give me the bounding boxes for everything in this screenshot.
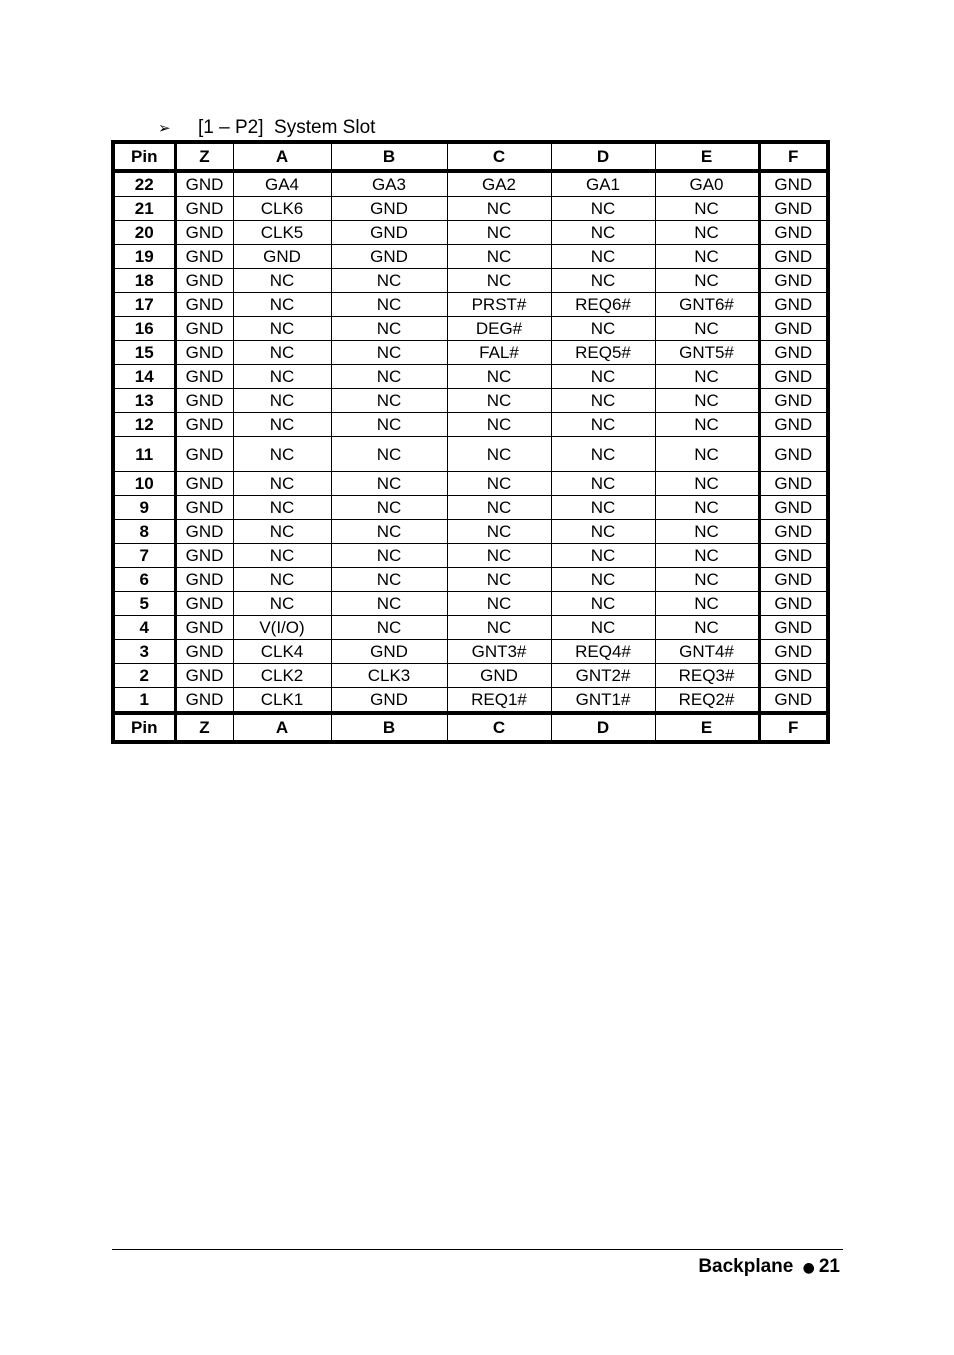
- signal-cell: NC: [447, 245, 551, 269]
- column-header: Z: [175, 713, 233, 742]
- table-row: [113, 221, 828, 245]
- signal-cell: NC: [655, 221, 759, 245]
- signal-cell: NC: [655, 472, 759, 496]
- signal-cell: NC: [551, 520, 655, 544]
- signal-cell: GND: [175, 544, 233, 568]
- pin-number-cell: 14: [113, 365, 175, 389]
- column-header: Z: [175, 142, 233, 171]
- signal-cell: GND: [175, 520, 233, 544]
- column-header: A: [233, 142, 331, 171]
- signal-cell: GND: [759, 245, 828, 269]
- signal-cell: GND: [175, 221, 233, 245]
- signal-cell: NC: [447, 496, 551, 520]
- bullet-separator-icon: ●: [802, 1260, 815, 1276]
- signal-cell: NC: [447, 472, 551, 496]
- signal-cell: GND: [175, 269, 233, 293]
- signal-cell: PRST#: [447, 293, 551, 317]
- signal-cell: NC: [233, 293, 331, 317]
- signal-cell: GND: [759, 341, 828, 365]
- table-row: [113, 688, 828, 714]
- signal-cell: GND: [759, 472, 828, 496]
- signal-cell: NC: [233, 413, 331, 437]
- signal-cell: GND: [759, 437, 828, 472]
- pin-number-cell: 12: [113, 413, 175, 437]
- column-header: C: [447, 142, 551, 171]
- pin-number-cell: 9: [113, 496, 175, 520]
- signal-cell: NC: [655, 616, 759, 640]
- signal-cell: NC: [331, 269, 447, 293]
- pin-number-cell: 3: [113, 640, 175, 664]
- signal-cell: NC: [551, 413, 655, 437]
- signal-cell: NC: [233, 437, 331, 472]
- footer-rule: [112, 1249, 843, 1250]
- table-row: [113, 437, 828, 472]
- signal-cell: REQ1#: [447, 688, 551, 714]
- signal-cell: GND: [175, 171, 233, 197]
- column-header: Pin: [113, 713, 175, 742]
- pin-number-cell: 2: [113, 664, 175, 688]
- section-title: [1 – P2] System Slot: [198, 117, 376, 138]
- signal-cell: GNT5#: [655, 341, 759, 365]
- signal-cell: NC: [233, 269, 331, 293]
- signal-cell: GND: [175, 616, 233, 640]
- signal-cell: GNT2#: [551, 664, 655, 688]
- signal-cell: NC: [331, 437, 447, 472]
- signal-cell: DEG#: [447, 317, 551, 341]
- signal-cell: REQ2#: [655, 688, 759, 714]
- signal-cell: GND: [175, 413, 233, 437]
- signal-cell: GND: [175, 245, 233, 269]
- signal-cell: NC: [233, 472, 331, 496]
- signal-cell: NC: [331, 389, 447, 413]
- pin-number-cell: 22: [113, 171, 175, 197]
- signal-cell: NC: [655, 389, 759, 413]
- pin-number-cell: 8: [113, 520, 175, 544]
- signal-cell: NC: [551, 389, 655, 413]
- signal-cell: NC: [551, 616, 655, 640]
- signal-cell: GND: [759, 389, 828, 413]
- signal-cell: CLK6: [233, 197, 331, 221]
- signal-cell: GND: [175, 341, 233, 365]
- footer-label: Backplane: [698, 1256, 794, 1277]
- pin-number-cell: 18: [113, 269, 175, 293]
- pin-number-cell: 6: [113, 568, 175, 592]
- signal-cell: NC: [447, 437, 551, 472]
- table-row: [113, 640, 828, 664]
- column-header: A: [233, 713, 331, 742]
- table-row: [113, 269, 828, 293]
- signal-cell: NC: [447, 520, 551, 544]
- signal-cell: NC: [331, 365, 447, 389]
- signal-cell: GND: [175, 317, 233, 341]
- column-header: D: [551, 142, 655, 171]
- signal-cell: GND: [759, 616, 828, 640]
- signal-cell: GND: [759, 197, 828, 221]
- pin-number-cell: 11: [113, 437, 175, 472]
- signal-cell: NC: [447, 197, 551, 221]
- signal-cell: NC: [551, 568, 655, 592]
- section-heading: [158, 116, 375, 140]
- signal-cell: NC: [233, 496, 331, 520]
- pin-number-cell: 19: [113, 245, 175, 269]
- signal-cell: GNT1#: [551, 688, 655, 714]
- signal-cell: NC: [655, 317, 759, 341]
- signal-cell: NC: [551, 544, 655, 568]
- signal-cell: GND: [175, 389, 233, 413]
- signal-cell: GND: [331, 221, 447, 245]
- signal-cell: GND: [759, 496, 828, 520]
- signal-cell: GND: [175, 365, 233, 389]
- header-row: [113, 713, 828, 742]
- signal-cell: GND: [175, 197, 233, 221]
- signal-cell: NC: [551, 437, 655, 472]
- signal-cell: NC: [655, 197, 759, 221]
- signal-cell: NC: [655, 592, 759, 616]
- table-row: [113, 413, 828, 437]
- signal-cell: NC: [233, 544, 331, 568]
- signal-cell: GND: [759, 365, 828, 389]
- signal-cell: NC: [551, 245, 655, 269]
- pin-number-cell: 1: [113, 688, 175, 714]
- signal-cell: NC: [655, 520, 759, 544]
- signal-cell: NC: [331, 568, 447, 592]
- signal-cell: GND: [331, 688, 447, 714]
- signal-cell: REQ6#: [551, 293, 655, 317]
- signal-cell: GND: [331, 197, 447, 221]
- signal-cell: GND: [759, 688, 828, 714]
- signal-cell: NC: [447, 592, 551, 616]
- signal-cell: NC: [655, 568, 759, 592]
- signal-cell: NC: [551, 317, 655, 341]
- pin-number-cell: 17: [113, 293, 175, 317]
- signal-cell: GND: [331, 640, 447, 664]
- signal-cell: NC: [655, 437, 759, 472]
- signal-cell: GNT4#: [655, 640, 759, 664]
- signal-cell: GND: [175, 293, 233, 317]
- signal-cell: GND: [759, 317, 828, 341]
- column-header: D: [551, 713, 655, 742]
- page-number: 21: [818, 1256, 840, 1277]
- signal-cell: GND: [759, 413, 828, 437]
- pin-assignment-table: [111, 140, 830, 744]
- table-row: [113, 317, 828, 341]
- pin-number-cell: 5: [113, 592, 175, 616]
- signal-cell: NC: [655, 245, 759, 269]
- column-header: Pin: [113, 142, 175, 171]
- signal-cell: NC: [233, 568, 331, 592]
- signal-cell: GND: [759, 520, 828, 544]
- signal-cell: GNT3#: [447, 640, 551, 664]
- signal-cell: CLK5: [233, 221, 331, 245]
- signal-cell: GA4: [233, 171, 331, 197]
- table-row: [113, 496, 828, 520]
- page-footer: [698, 1255, 840, 1280]
- signal-cell: GND: [175, 664, 233, 688]
- column-header: F: [759, 142, 828, 171]
- signal-cell: GA0: [655, 171, 759, 197]
- signal-cell: GNT6#: [655, 293, 759, 317]
- signal-cell: NC: [233, 341, 331, 365]
- pin-number-cell: 7: [113, 544, 175, 568]
- signal-cell: GND: [759, 269, 828, 293]
- signal-cell: NC: [447, 365, 551, 389]
- column-header: C: [447, 713, 551, 742]
- signal-cell: NC: [233, 389, 331, 413]
- signal-cell: NC: [447, 568, 551, 592]
- pin-number-cell: 4: [113, 616, 175, 640]
- pin-number-cell: 21: [113, 197, 175, 221]
- signal-cell: NC: [331, 616, 447, 640]
- signal-cell: NC: [331, 317, 447, 341]
- signal-cell: CLK1: [233, 688, 331, 714]
- table-row: [113, 245, 828, 269]
- signal-cell: GND: [175, 688, 233, 714]
- signal-cell: NC: [551, 365, 655, 389]
- signal-cell: GND: [759, 592, 828, 616]
- signal-cell: GA1: [551, 171, 655, 197]
- table-row: [113, 664, 828, 688]
- signal-cell: NC: [331, 544, 447, 568]
- signal-cell: NC: [447, 544, 551, 568]
- signal-cell: NC: [551, 472, 655, 496]
- table-row: [113, 293, 828, 317]
- signal-cell: NC: [233, 317, 331, 341]
- table-row: [113, 568, 828, 592]
- column-header: B: [331, 142, 447, 171]
- column-header: F: [759, 713, 828, 742]
- signal-cell: NC: [331, 293, 447, 317]
- table-row: [113, 616, 828, 640]
- signal-cell: NC: [331, 413, 447, 437]
- signal-cell: REQ4#: [551, 640, 655, 664]
- signal-cell: GA2: [447, 171, 551, 197]
- table-row: [113, 520, 828, 544]
- table-row: [113, 389, 828, 413]
- signal-cell: V(I/O): [233, 616, 331, 640]
- signal-cell: NC: [551, 496, 655, 520]
- signal-cell: GND: [759, 221, 828, 245]
- signal-cell: NC: [551, 221, 655, 245]
- signal-cell: NC: [233, 365, 331, 389]
- signal-cell: NC: [331, 520, 447, 544]
- signal-cell: CLK4: [233, 640, 331, 664]
- signal-cell: NC: [447, 413, 551, 437]
- signal-cell: GND: [759, 568, 828, 592]
- signal-cell: NC: [655, 269, 759, 293]
- signal-cell: GND: [175, 437, 233, 472]
- signal-cell: REQ5#: [551, 341, 655, 365]
- signal-cell: GND: [759, 640, 828, 664]
- arrow-bullet-icon: ➢: [158, 119, 171, 137]
- signal-cell: NC: [331, 592, 447, 616]
- pin-number-cell: 13: [113, 389, 175, 413]
- signal-cell: GND: [233, 245, 331, 269]
- signal-cell: NC: [331, 341, 447, 365]
- table-row: [113, 171, 828, 197]
- table-row: [113, 544, 828, 568]
- signal-cell: GND: [759, 293, 828, 317]
- signal-cell: NC: [447, 616, 551, 640]
- signal-cell: NC: [551, 197, 655, 221]
- signal-cell: GND: [175, 568, 233, 592]
- signal-cell: NC: [233, 592, 331, 616]
- pin-number-cell: 15: [113, 341, 175, 365]
- signal-cell: CLK3: [331, 664, 447, 688]
- signal-cell: NC: [447, 221, 551, 245]
- table-row: [113, 341, 828, 365]
- signal-cell: GND: [447, 664, 551, 688]
- signal-cell: GND: [175, 592, 233, 616]
- signal-cell: FAL#: [447, 341, 551, 365]
- signal-cell: GND: [331, 245, 447, 269]
- signal-cell: NC: [655, 544, 759, 568]
- pin-number-cell: 16: [113, 317, 175, 341]
- column-header: E: [655, 713, 759, 742]
- column-header: B: [331, 713, 447, 742]
- signal-cell: NC: [447, 269, 551, 293]
- signal-cell: NC: [551, 592, 655, 616]
- pin-number-cell: 20: [113, 221, 175, 245]
- signal-cell: REQ3#: [655, 664, 759, 688]
- table-row: [113, 472, 828, 496]
- signal-cell: GND: [759, 171, 828, 197]
- signal-cell: CLK2: [233, 664, 331, 688]
- signal-cell: NC: [331, 472, 447, 496]
- table-row: [113, 365, 828, 389]
- signal-cell: GND: [759, 664, 828, 688]
- signal-cell: NC: [331, 496, 447, 520]
- signal-cell: GND: [175, 640, 233, 664]
- signal-cell: NC: [233, 520, 331, 544]
- signal-cell: NC: [551, 269, 655, 293]
- table-row: [113, 592, 828, 616]
- table-row: [113, 197, 828, 221]
- signal-cell: NC: [655, 413, 759, 437]
- signal-cell: NC: [655, 365, 759, 389]
- signal-cell: GA3: [331, 171, 447, 197]
- signal-cell: GND: [175, 472, 233, 496]
- pin-number-cell: 10: [113, 472, 175, 496]
- column-header: E: [655, 142, 759, 171]
- header-row: [113, 142, 828, 171]
- signal-cell: GND: [175, 496, 233, 520]
- signal-cell: NC: [447, 389, 551, 413]
- signal-cell: NC: [655, 496, 759, 520]
- signal-cell: GND: [759, 544, 828, 568]
